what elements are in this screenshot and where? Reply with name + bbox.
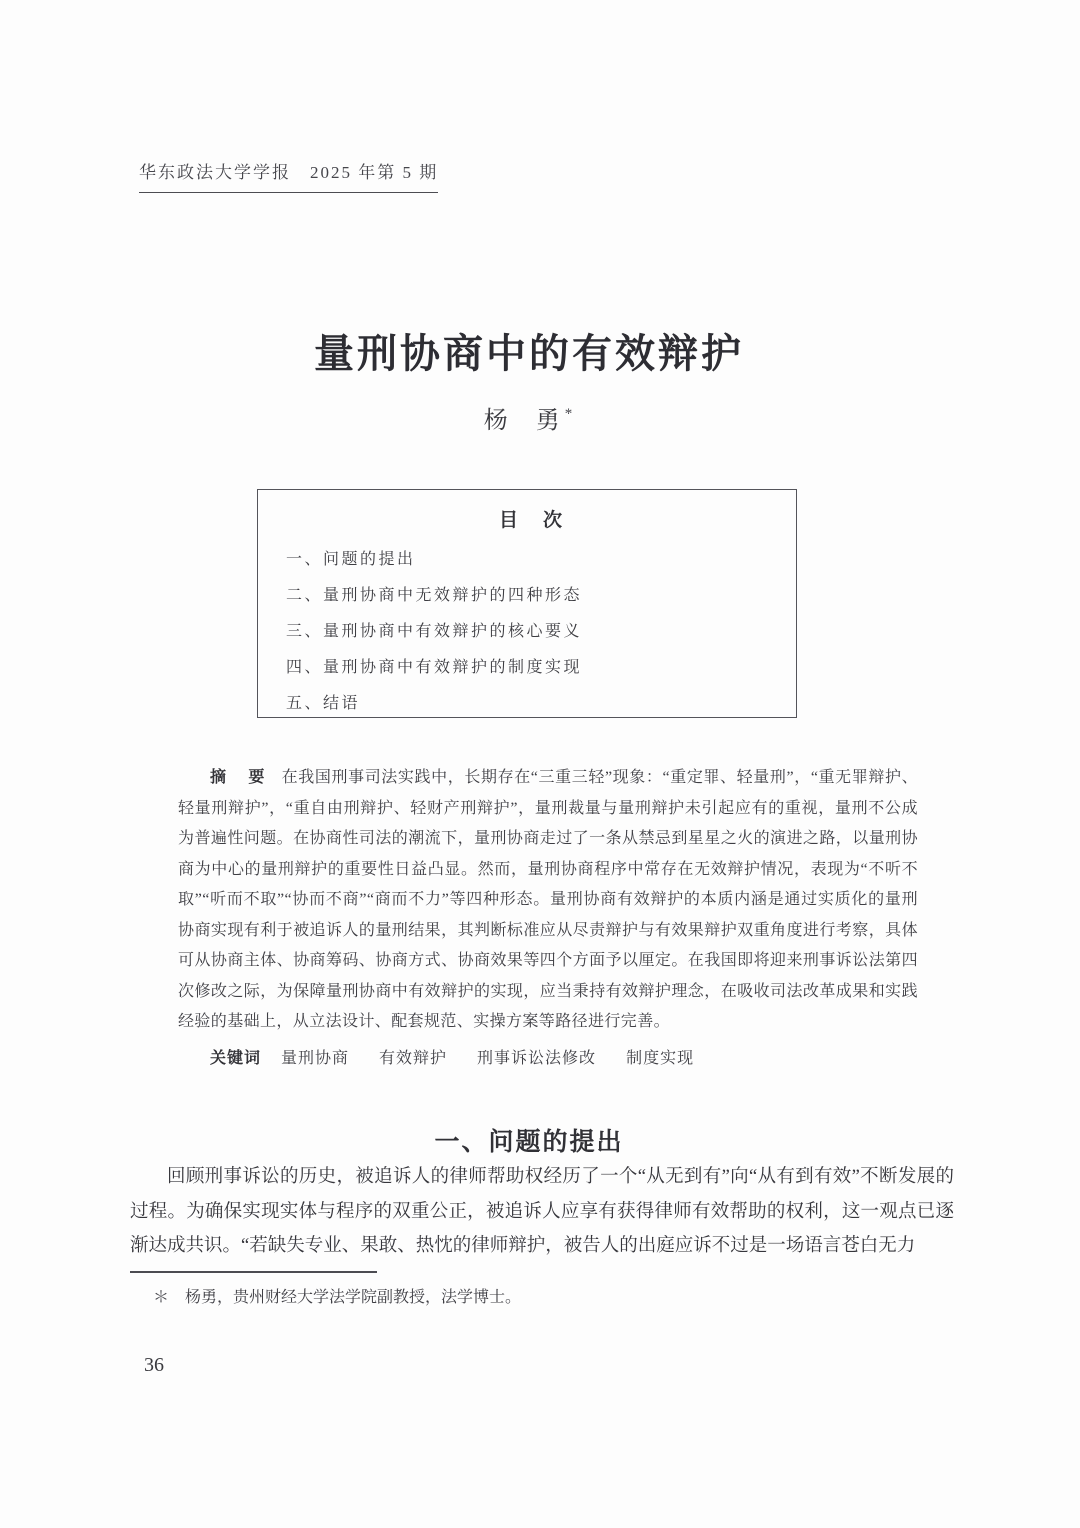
toc-heading: 目 次 <box>498 510 565 531</box>
footnote-divider <box>130 1271 377 1273</box>
journal-running-head: 华东政法大学学报 2025 年第 5 期 <box>139 161 438 193</box>
abstract-text: 在我国刑事司法实践中，长期存在“三重三轻”现象：“重定罪、轻量刑”，“重无罪辩护、轻量刑辩护”，“重自由刑辩护、轻财产刑辩护”，量刑裁量与量刑辩护未引起应有的重视，量刑不公成为普遍性问题。在协商性司法的潮流下，量刑协商走过了一条从禁忌到星星之火的演进之路，以量刑协商为中心的量刑辩护的重要性日益凸显。然而，量刑协商程序中常存在无效辩护情况，表现为“不听不取”“听而不取”“协而不商”“商而不力”等四种形态。量刑协商有效辩护的本质内涵是通过实质化的量刑协商实现有利于被追诉人的量刑结果，其判断标准应从尽责辩护与有效果辩护双重角度进行考察，具体可从协商主体、协商筹码、协商方式、协商效果等四个方面予以厘定。在我国即将迎来刑事诉讼法第四次修改之际，为保障量刑协商中有效辩护的实现，应当秉持有效辩护理念，在吸收司法改革成果和实践经验的基础上，从立法设计、配套规范、实操方案等路径进行完善。 <box>178 769 918 1030</box>
keyword-item-3: 刑事诉讼法修改 <box>477 1049 597 1067</box>
toc-item-2: 二、量刑协商中无效辩护的四种形态 <box>286 587 583 604</box>
page-number: 36 <box>144 1354 164 1376</box>
toc-item-4: 四、量刑协商中有效辩护的制度实现 <box>286 659 583 676</box>
abstract-block <box>178 763 918 1073</box>
footnote-text: 杨勇，贵州财经大学法学院副教授，法学博士。 <box>185 1289 522 1306</box>
keyword-item-4: 制度实现 <box>626 1049 695 1067</box>
footnote <box>153 1286 521 1310</box>
keywords-label: 关键词 <box>210 1049 262 1067</box>
toc-item-5: 五、结语 <box>286 695 361 712</box>
footnote-marker: ＊ <box>153 1289 170 1306</box>
keyword-item-2: 有效辩护 <box>379 1049 448 1067</box>
abstract-paragraph <box>178 763 918 1038</box>
abstract-label: 摘 要 <box>210 769 268 786</box>
toc-box <box>257 489 797 718</box>
author-note-marker: * <box>564 406 575 422</box>
author-name: 杨 勇 <box>483 408 562 434</box>
author-line <box>0 398 1058 437</box>
keywords-line <box>178 1045 918 1073</box>
body-paragraph-1: 回顾刑事诉讼的历史，被追诉人的律师帮助权经历了一个“从无到有”向“从有到有效”不断发展的过程。为确保实现实体与程序的双重公正，被追诉人应享有获得律师有效帮助的权利，这一观点已逐渐达成共识。“若缺失专业、果敢、热忱的律师辩护，被告人的出庭应诉不过是一场语言苍白无力 <box>130 1167 954 1256</box>
toc-item-1: 一、问题的提出 <box>286 551 416 568</box>
article-title: 量刑协商中的有效辩护 <box>314 330 744 376</box>
section-heading-1: 一、问题的提出 <box>434 1128 624 1156</box>
keyword-item-1: 量刑协商 <box>281 1049 350 1067</box>
toc-item-3: 三、量刑协商中有效辩护的核心要义 <box>286 623 583 640</box>
